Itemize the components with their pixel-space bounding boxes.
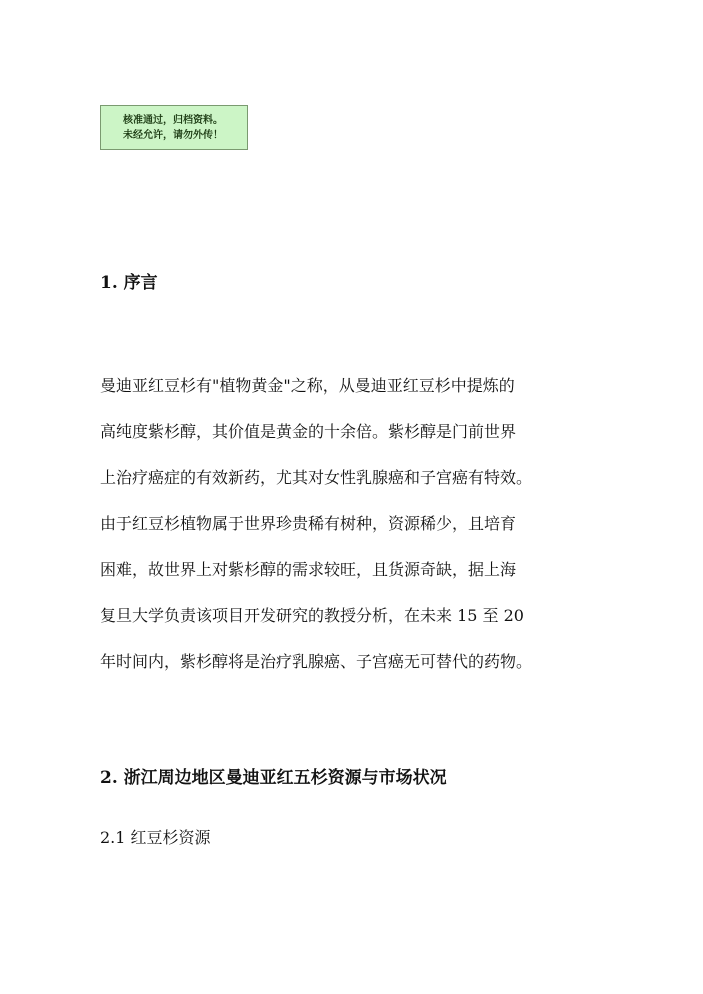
archive-approval-stamp (100, 105, 248, 150)
section-2-1-subheading: 2.1 红豆杉资源 (100, 828, 211, 847)
section-1-heading: 1. 序言 (100, 273, 158, 293)
intro-line-2: 高纯度紫杉醇，其价值是黄金的十余倍。紫杉醇是门前世界 (100, 422, 517, 441)
intro-line-3: 上治疗癌症的有效新药，尤其对女性乳腺癌和子宫癌有特效。 (100, 468, 533, 487)
intro-line-7: 年时间内，紫杉醇将是治疗乳腺癌、子宫癌无可替代的药物。 (100, 652, 533, 671)
intro-line-4: 由于红豆杉植物属于世界珍贵稀有树种，资源稀少，且培育 (100, 514, 517, 533)
stamp-line-1: 核准通过，归档资料。 (123, 115, 223, 126)
intro-line-5: 困难，故世界上对紫杉醇的需求较旺，且货源奇缺，据上海 (100, 560, 517, 579)
intro-paragraph (100, 373, 620, 695)
intro-line-1: 曼迪亚红豆杉有"植物黄金"之称，从曼迪亚红豆杉中提炼的 (100, 376, 515, 395)
stamp-line-2: 未经允许，请勿外传！ (123, 130, 223, 141)
intro-line-6: 复旦大学负责该项目开发研究的教授分析，在未来 15 至 20 (100, 606, 524, 625)
section-2-heading: 2. 浙江周边地区曼迪亚红五杉资源与市场状况 (100, 768, 447, 788)
